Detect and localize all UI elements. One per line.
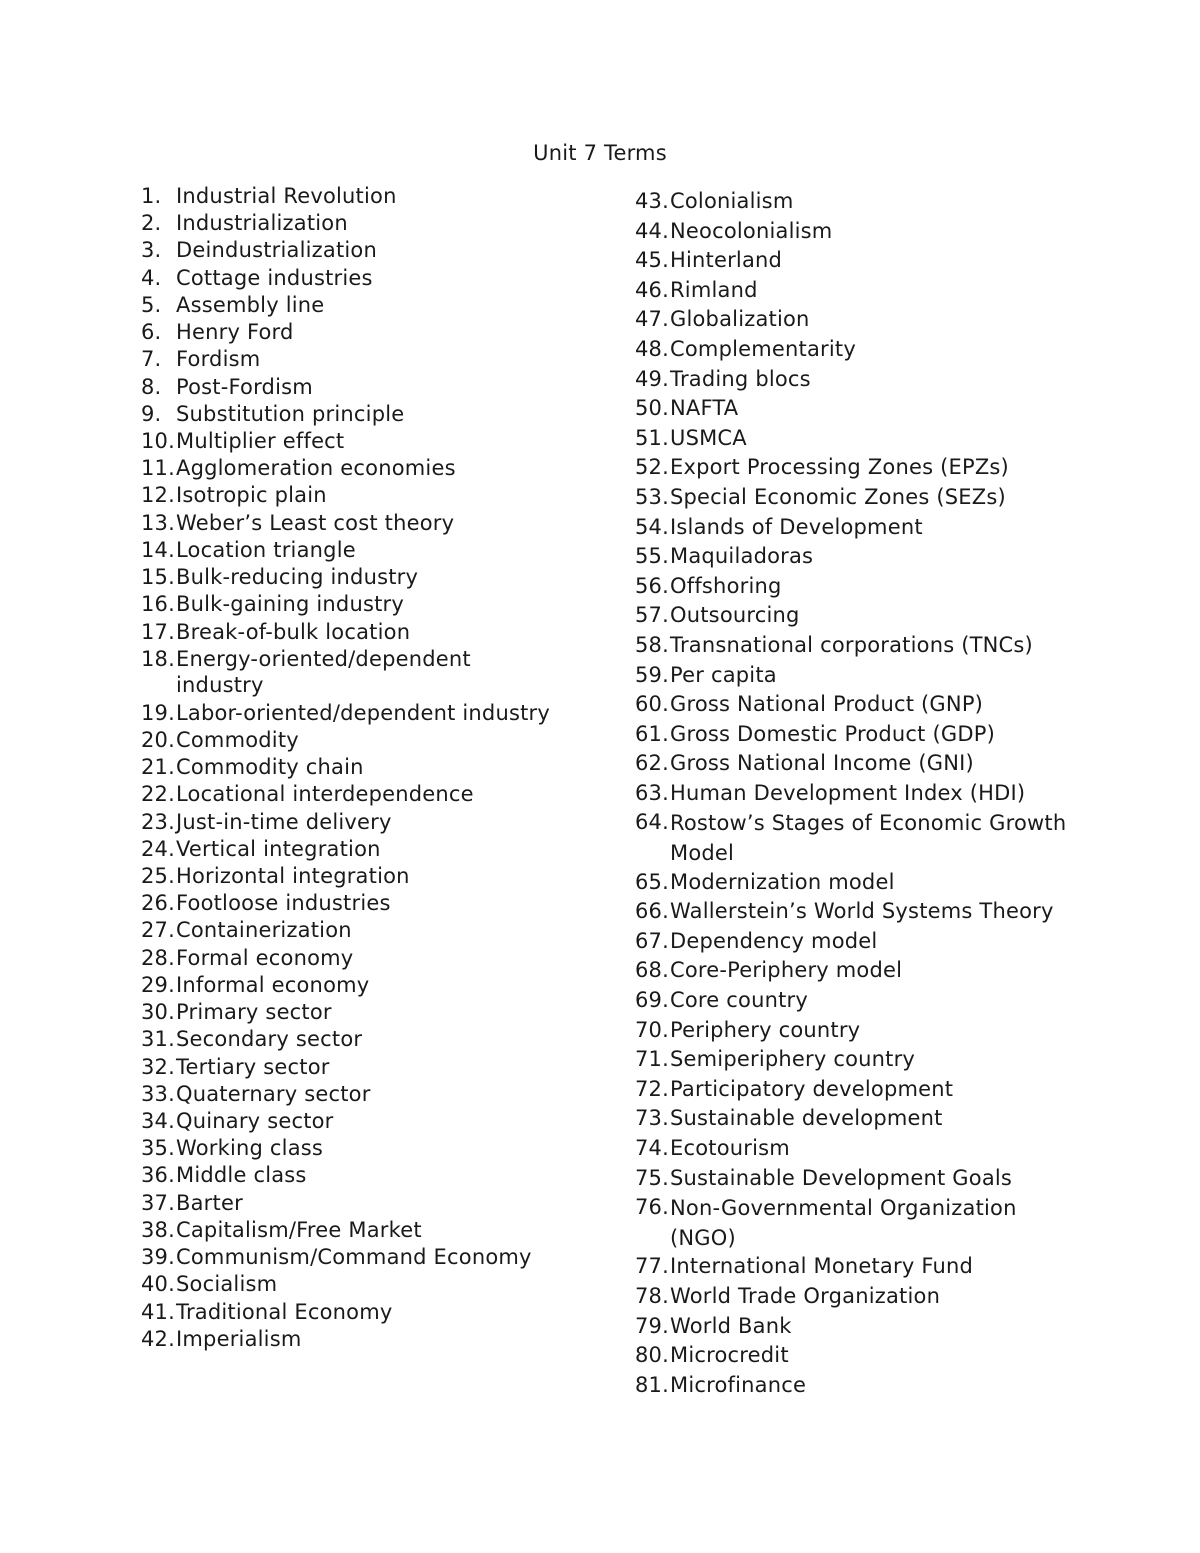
term-number: 54. [635, 514, 669, 539]
term-label: Containerization [176, 918, 352, 943]
term-item [635, 425, 1085, 451]
term-number: 26. [141, 891, 175, 916]
term-label: Isotropic plain [176, 483, 327, 508]
term-item [635, 721, 1085, 747]
term-number: 58. [635, 632, 669, 657]
term-item [141, 1271, 581, 1297]
term-label: Industrial Revolution [176, 184, 397, 208]
term-label: Middle class [176, 1163, 307, 1188]
term-label: Barter [176, 1190, 243, 1215]
term-number: 46. [635, 277, 669, 302]
term-number: 57. [635, 603, 669, 628]
term-number: 73. [635, 1106, 669, 1131]
term-label: Human Development Index (HDI) [670, 780, 1026, 805]
terms-list-right [635, 188, 1085, 1401]
term-item [141, 537, 581, 563]
term-label: Participatory development [670, 1076, 954, 1101]
term-label: Sustainable Development Goals [670, 1165, 1013, 1190]
term-label: International Monetary Fund [670, 1254, 974, 1279]
term-item [141, 890, 581, 916]
term-number: 42. [141, 1326, 175, 1351]
term-number: 50. [635, 396, 669, 421]
term-item [635, 1313, 1085, 1339]
term-item [635, 1342, 1085, 1368]
term-label: Bulk-gaining industry [176, 592, 405, 617]
term-label: World Bank [670, 1313, 792, 1338]
term-item [141, 374, 581, 400]
term-number: 61. [635, 721, 669, 746]
term-number: 79. [635, 1313, 669, 1338]
term-label: Working class [176, 1136, 324, 1161]
term-item [635, 218, 1085, 244]
term-number: 33. [141, 1081, 175, 1106]
term-item [635, 957, 1085, 983]
term-item [635, 987, 1085, 1013]
term-number: 19. [141, 700, 175, 725]
term-label: Substitution principle [176, 401, 405, 426]
term-label: Assembly line [176, 292, 325, 317]
term-label: Dependency model [670, 928, 878, 953]
term-item [141, 482, 581, 508]
term-label: Outsourcing [670, 603, 800, 628]
term-item [635, 662, 1085, 688]
term-item [141, 1054, 581, 1080]
term-item [141, 781, 581, 807]
term-item [635, 1017, 1085, 1043]
term-number: 52. [635, 455, 669, 480]
term-number: 71. [635, 1047, 669, 1072]
term-item [635, 1253, 1085, 1279]
term-item [635, 306, 1085, 332]
term-number: 12. [141, 483, 175, 508]
term-item [141, 945, 581, 971]
term-number: 24. [141, 836, 175, 861]
term-number: 6. [141, 320, 162, 345]
term-item [141, 646, 581, 698]
term-label: Special Economic Zones (SEZs) [670, 484, 1006, 509]
term-number: 32. [141, 1054, 175, 1079]
term-item [635, 1076, 1085, 1102]
term-number: 14. [141, 537, 175, 562]
term-label: World Trade Organization [670, 1283, 941, 1308]
term-item [141, 455, 581, 481]
term-label: Informal economy [176, 972, 370, 997]
term-number: 15. [141, 565, 175, 590]
term-number: 23. [141, 809, 175, 834]
term-number: 7. [141, 347, 162, 372]
term-item [141, 237, 581, 263]
term-number: 72. [635, 1076, 669, 1101]
term-label: Vertical integration [176, 836, 381, 861]
term-item [141, 1026, 581, 1052]
term-item [635, 1105, 1085, 1131]
term-item [141, 619, 581, 645]
term-number: 59. [635, 662, 669, 687]
term-label: Hinterland [670, 248, 783, 273]
term-number: 11. [141, 456, 175, 481]
term-number: 5. [141, 292, 162, 317]
term-item [635, 1135, 1085, 1161]
term-item [141, 183, 581, 209]
term-number: 9. [141, 401, 162, 426]
term-item [635, 454, 1085, 480]
term-item [141, 999, 581, 1025]
term-number: 60. [635, 692, 669, 717]
term-item [635, 514, 1085, 540]
term-item [635, 1194, 1085, 1253]
term-label: Traditional Economy [176, 1299, 393, 1324]
term-label: Gross National Product (GNP) [670, 692, 984, 717]
term-item [141, 700, 581, 726]
term-label: Cottage industries [176, 265, 373, 290]
term-number: 65. [635, 869, 669, 894]
term-item [635, 395, 1085, 421]
term-number: 40. [141, 1272, 175, 1297]
term-label: Locational interdependence [176, 782, 474, 807]
term-number: 17. [141, 619, 175, 644]
term-number: 37. [141, 1190, 175, 1215]
term-label: Gross Domestic Product (GDP) [670, 721, 995, 746]
term-item [141, 591, 581, 617]
term-label: Commodity chain [176, 755, 364, 780]
term-label: Industrialization [176, 211, 348, 236]
term-number: 36. [141, 1163, 175, 1188]
term-label: Deindustrialization [176, 238, 377, 263]
term-number: 48. [635, 336, 669, 361]
term-item [141, 1244, 581, 1270]
term-item [141, 1190, 581, 1216]
term-label: Wallerstein’s World Systems Theory [670, 899, 1054, 924]
term-label: Core country [670, 988, 808, 1013]
term-number: 41. [141, 1299, 175, 1324]
term-number: 49. [635, 366, 669, 391]
term-item [635, 573, 1085, 599]
term-label: Offshoring [670, 573, 782, 598]
term-item [635, 602, 1085, 628]
term-label: Non-Governmental Organization (NGO) [670, 1196, 1017, 1250]
term-number: 27. [141, 918, 175, 943]
term-item [635, 336, 1085, 362]
term-number: 53. [635, 484, 669, 509]
term-item [141, 319, 581, 345]
term-label: Tertiary sector [176, 1054, 330, 1079]
term-number: 16. [141, 592, 175, 617]
term-label: Core-Periphery model [670, 958, 903, 983]
term-label: USMCA [670, 425, 747, 450]
term-number: 67. [635, 928, 669, 953]
term-item [141, 1108, 581, 1134]
term-number: 78. [635, 1283, 669, 1308]
term-number: 18. [141, 646, 175, 671]
term-item [141, 1217, 581, 1243]
term-number: 45. [635, 248, 669, 273]
term-number: 34. [141, 1109, 175, 1133]
term-label: Horizontal integration [176, 864, 410, 889]
term-number: 8. [141, 374, 162, 399]
term-number: 47. [635, 307, 669, 332]
term-item [141, 809, 581, 835]
term-item [635, 484, 1085, 510]
term-number: 63. [635, 780, 669, 805]
term-item [635, 188, 1085, 214]
term-label: Agglomeration economies [176, 456, 456, 481]
term-label: Fordism [176, 347, 261, 372]
term-number: 3. [141, 238, 162, 263]
term-label: Imperialism [176, 1326, 302, 1351]
term-label: Per capita [670, 662, 777, 687]
term-item [141, 1299, 581, 1325]
term-item [635, 1283, 1085, 1309]
term-number: 69. [635, 988, 669, 1013]
page-title: Unit 7 Terms [533, 141, 667, 165]
term-item [635, 247, 1085, 273]
term-number: 76. [635, 1195, 669, 1220]
term-item [635, 928, 1085, 954]
term-number: 2. [141, 211, 162, 236]
term-item [141, 1326, 581, 1352]
term-item [141, 754, 581, 780]
term-label: Primary sector [176, 1000, 332, 1025]
term-label: Secondary sector [176, 1027, 363, 1052]
term-label: Multiplier effect [176, 428, 345, 453]
term-item [635, 543, 1085, 569]
term-label: NAFTA [670, 396, 739, 421]
term-label: Microcredit [670, 1343, 789, 1368]
term-number: 56. [635, 573, 669, 598]
term-label: Break-of-bulk location [176, 619, 411, 644]
term-label: Gross National Income (GNI) [670, 751, 974, 776]
term-number: 4. [141, 265, 162, 290]
term-label: Export Processing Zones (EPZs) [670, 455, 1009, 480]
term-label: Maquiladoras [670, 544, 814, 569]
term-item [141, 401, 581, 427]
term-item [635, 691, 1085, 717]
term-number: 25. [141, 864, 175, 889]
term-item [141, 727, 581, 753]
term-number: 35. [141, 1136, 175, 1161]
term-number: 55. [635, 544, 669, 569]
term-item [635, 277, 1085, 303]
term-number: 70. [635, 1017, 669, 1042]
term-number: 21. [141, 755, 175, 780]
term-label: Sustainable development [670, 1106, 943, 1131]
term-label: Trading blocs [670, 366, 811, 391]
term-number: 28. [141, 945, 175, 970]
term-item [635, 809, 1085, 868]
term-number: 1. [141, 184, 162, 208]
term-item [635, 750, 1085, 776]
term-item [635, 1165, 1085, 1191]
term-label: Modernization model [670, 869, 895, 894]
term-label: Ecotourism [670, 1136, 790, 1160]
term-label: Bulk-reducing industry [176, 565, 419, 590]
terms-list-left [141, 183, 581, 1353]
term-label: Colonialism [670, 189, 794, 213]
term-label: Energy-oriented/dependent industry [176, 646, 471, 697]
term-number: 13. [141, 510, 175, 535]
term-label: Weber’s Least cost theory [176, 510, 455, 535]
term-number: 31. [141, 1027, 175, 1052]
term-label: Transnational corporations (TNCs) [670, 632, 1033, 657]
term-number: 51. [635, 425, 669, 450]
term-number: 81. [635, 1372, 669, 1397]
term-item [635, 780, 1085, 806]
term-item [141, 972, 581, 998]
term-label: Labor-oriented/dependent industry [176, 700, 551, 725]
term-number: 80. [635, 1343, 669, 1368]
term-label: Capitalism/Free Market [176, 1217, 422, 1242]
term-number: 22. [141, 782, 175, 807]
term-item [141, 265, 581, 291]
term-number: 62. [635, 751, 669, 776]
term-number: 75. [635, 1165, 669, 1190]
term-item [141, 1162, 581, 1188]
term-item [141, 428, 581, 454]
term-number: 10. [141, 428, 175, 453]
term-label: Henry Ford [176, 320, 294, 345]
term-number: 64. [635, 810, 669, 835]
term-label: Neocolonialism [670, 218, 833, 243]
term-item [141, 836, 581, 862]
term-number: 29. [141, 972, 175, 997]
term-number: 44. [635, 218, 669, 243]
term-item [635, 1046, 1085, 1072]
term-item [141, 917, 581, 943]
term-label: Location triangle [176, 537, 356, 562]
term-item [635, 898, 1085, 924]
term-item [635, 869, 1085, 895]
term-number: 74. [635, 1136, 669, 1160]
term-label: Communism/Command Economy [176, 1245, 532, 1270]
term-item [141, 1135, 581, 1161]
term-item [141, 210, 581, 236]
term-label: Rostow’s Stages of Economic Growth Model [670, 811, 1067, 866]
term-item [141, 863, 581, 889]
term-label: Complementarity [670, 336, 856, 361]
term-number: 38. [141, 1217, 175, 1242]
term-label: Semiperiphery country [670, 1047, 916, 1072]
term-number: 66. [635, 899, 669, 924]
term-label: Microfinance [670, 1372, 807, 1397]
term-number: 30. [141, 1000, 175, 1025]
term-item [141, 292, 581, 318]
term-item [141, 564, 581, 590]
term-label: Just-in-time delivery [176, 809, 392, 834]
term-number: 43. [635, 189, 669, 213]
term-label: Periphery country [670, 1017, 861, 1042]
term-label: Globalization [670, 307, 810, 332]
term-label: Formal economy [176, 945, 354, 970]
term-item [141, 346, 581, 372]
term-item [141, 510, 581, 536]
term-label: Quaternary sector [176, 1081, 371, 1106]
term-label: Post-Fordism [176, 374, 313, 399]
term-label: Islands of Development [670, 514, 923, 539]
term-number: 20. [141, 727, 175, 752]
term-label: Quinary sector [176, 1109, 334, 1133]
term-label: Commodity [176, 727, 299, 752]
term-item [635, 366, 1085, 392]
term-label: Rimland [670, 277, 758, 302]
term-item [141, 1081, 581, 1107]
term-number: 68. [635, 958, 669, 983]
term-label: Socialism [176, 1272, 278, 1297]
term-label: Footloose industries [176, 891, 391, 916]
term-item [635, 1372, 1085, 1398]
term-number: 77. [635, 1254, 669, 1279]
term-number: 39. [141, 1245, 175, 1270]
term-item [635, 632, 1085, 658]
